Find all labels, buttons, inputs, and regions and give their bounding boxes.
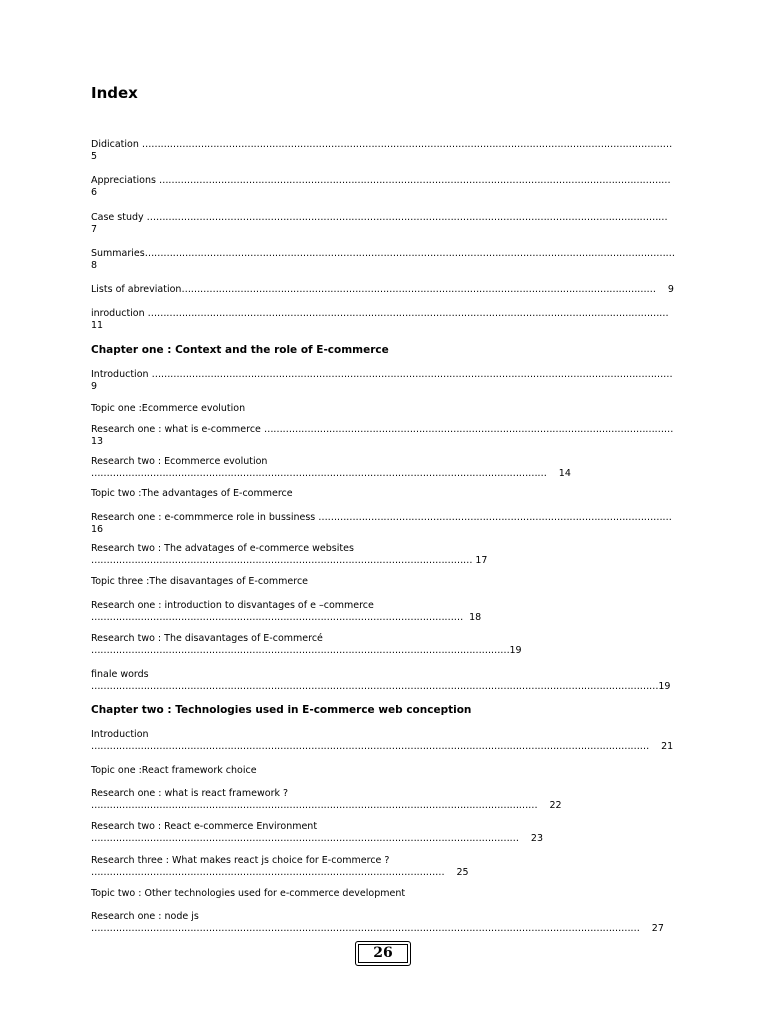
toc-entry-dots: ………………………………………………………………………………………………………………………………………………………: [144, 248, 675, 259]
toc-entry-introduction: [91, 308, 668, 332]
toc-entry: [91, 600, 481, 624]
toc-entry-dots: …………………………………………………………………………………………………………………………: [91, 833, 519, 844]
toc-entry-page: 18: [469, 612, 482, 623]
toc-entry-page: 25: [456, 867, 469, 878]
toc-entry-page: 7: [91, 224, 98, 235]
toc-entry-dots: ……………………………………………………………………………………………………………………………………………………: [151, 369, 673, 380]
toc-entry-page: 9: [91, 381, 98, 392]
toc-entry-appreciations: [91, 175, 670, 199]
toc-entry-label: Introduction: [91, 729, 149, 740]
topic-heading: Topic one :React framework choice: [91, 765, 257, 776]
toc-entry-page: 19: [509, 645, 522, 656]
toc-entry-label: inroduction: [91, 308, 148, 319]
page-number-box: 26: [355, 941, 411, 966]
toc-entry: [91, 788, 562, 812]
toc-entry-label: Research two : Ecommerce evolution: [91, 456, 268, 467]
toc-entry-case-study: [91, 212, 667, 236]
toc-entry-page: 8: [91, 260, 98, 271]
toc-entry-summaries: [91, 248, 675, 272]
toc-entry-label: Research three : What makes react js choice for E-commerce ?: [91, 855, 390, 866]
toc-entry-page: 6: [91, 187, 98, 198]
toc-entry-dots: ……………………………………………………………………………………………………………: [91, 555, 473, 566]
toc-entry-abbreviations: [91, 284, 674, 296]
toc-entry-label: Research two : React e-commerce Environment: [91, 821, 318, 832]
toc-entry-page: 21: [661, 741, 674, 752]
toc-entry: [91, 855, 469, 879]
toc-entry-dots: ……………………………………………………………………………………………………: [91, 867, 445, 878]
toc-entry-dedication: [91, 139, 672, 163]
toc-entry-dots: ……………………………………………………………………………………………………: [318, 512, 672, 523]
toc-entry-dots: …………………………………………………………………………………………………………………………………………………: [158, 175, 671, 186]
toc-entry-label: Research one : what is e-commerce: [91, 424, 264, 435]
toc-entry-dots: ……………………………………………………………………………………………………………………………………………………………: [91, 923, 640, 934]
toc-entry: [91, 669, 670, 693]
toc-entry-dots: …………………………………………………………………………………………………………………………………………………………………: [91, 681, 659, 692]
toc-entry-page: 17: [475, 555, 488, 566]
chapter-heading: Chapter one : Context and the role of E-commerce: [91, 344, 389, 356]
toc-entry-page: 19: [658, 681, 671, 692]
toc-entry-page: 9: [667, 284, 674, 295]
toc-entry-label: Research one : e-commmerce role in bussiness: [91, 512, 319, 523]
toc-entry-label: Research one : introduction to disvantages of e –commerce: [91, 600, 374, 611]
toc-entry-page: 5: [91, 151, 98, 162]
toc-entry-page: 23: [530, 833, 543, 844]
toc-entry-label: Case study: [91, 212, 147, 223]
toc-entry: [91, 633, 522, 657]
toc-entry: [91, 369, 672, 393]
toc-entry: [91, 911, 664, 935]
toc-entry-dots: ………………………………………………………………………………………………………………………………………: [181, 284, 656, 295]
toc-entry-label: Research two : The disavantages of E-commercé: [91, 633, 323, 644]
toc-entry-label: Research one : node js: [91, 911, 199, 922]
toc-entry-label: Research one : what is react framework ?: [91, 788, 289, 799]
toc-entry-dots: ………………………………………………………………………………………………………………………………: [91, 800, 538, 811]
topic-heading: Topic two : Other technologies used for e-commerce development: [91, 888, 406, 899]
toc-entry: [91, 512, 672, 536]
toc-entry: [91, 424, 673, 448]
topic-heading: Topic two :The advantages of E-commerce: [91, 488, 293, 499]
toc-entry-dots: …………………………………………………………………………………………………………………………………: [91, 468, 547, 479]
topic-heading: Topic one :Ecommerce evolution: [91, 403, 246, 414]
toc-entry-page: 14: [558, 468, 571, 479]
toc-entry-page: 22: [549, 800, 562, 811]
chapter-heading: Chapter two : Technologies used in E-commerce web conception: [91, 704, 472, 716]
toc-entry-page: 11: [91, 320, 104, 331]
toc-entry-label: Research two : The advatages of e-commerce websites: [91, 543, 354, 554]
toc-entry-dots: ……………………………………………………………………………………………………………………………………………………: [146, 212, 668, 223]
toc-entry-dots: ……………………………………………………………………………………………………………………………………………………: [147, 308, 669, 319]
toc-entry-dots: ………………………………………………………………………………………………………………………………………………………: [141, 139, 672, 150]
toc-entry-label: Appreciations: [91, 175, 159, 186]
toc-entry-page: 16: [91, 524, 104, 535]
toc-entry: [91, 543, 487, 567]
toc-entry-label: Summaries: [91, 248, 145, 259]
topic-heading: Topic three :The disavantages of E-commerce: [91, 576, 309, 587]
toc-entry-page: 27: [651, 923, 664, 934]
toc-entry-label: Lists of abreviation: [91, 284, 182, 295]
toc-entry-dots: ……………………………………………………………………………………………………………………: [263, 424, 674, 435]
toc-entry-label: Introduction: [91, 369, 152, 380]
toc-entry-dots: ………………………………………………………………………………………………………………………………………………………………: [91, 741, 650, 752]
toc-entry-label: finale words: [91, 669, 149, 680]
page-title: Index: [91, 84, 138, 102]
toc-entry-page: 13: [91, 436, 104, 447]
toc-entry: [91, 729, 673, 753]
toc-entry-dots: ………………………………………………………………………………………………………………………: [91, 645, 510, 656]
toc-entry-dots: …………………………………………………………………………………………………………: [91, 612, 464, 623]
toc-entry-label: Didication: [91, 139, 142, 150]
toc-entry: [91, 821, 543, 845]
toc-entry: [91, 456, 571, 480]
